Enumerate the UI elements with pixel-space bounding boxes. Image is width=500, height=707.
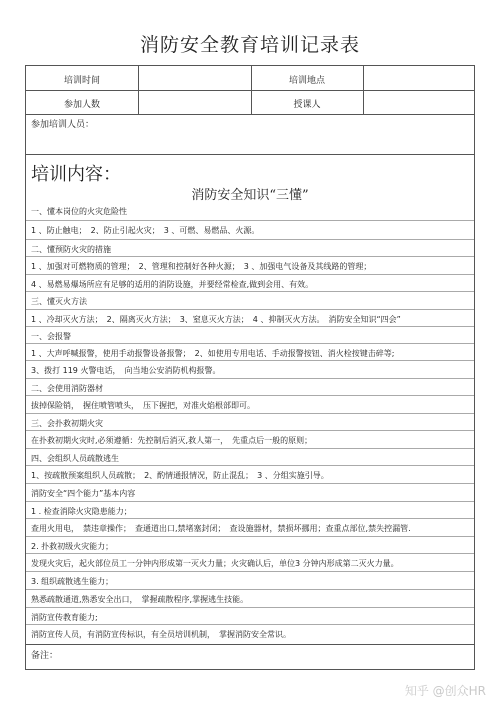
line-divider (26, 465, 474, 466)
content-line: 3、拨打 119 火警电话， 向当地公安消防机构报警。 (31, 366, 221, 375)
content-line: 1、按疏散预案组织人员疏散； 2、酌情通报情况，防止混乱； 3 、分组实施引导。 (31, 471, 329, 480)
line-divider (26, 483, 474, 484)
remarks-label: 备注： (31, 651, 59, 661)
teacher-label: 授课人 (293, 100, 321, 110)
content-line: 三、懂灭火方法 (31, 297, 87, 306)
content-line: 消防安全“四个能力”基本内容 (31, 489, 136, 498)
watermark: 知乎 @创众HR (404, 684, 486, 698)
line-divider (26, 589, 474, 590)
content-line: 在扑救初期火灾时,必须遵循：先控制后消灭,救人第一， 先重点后一般的原则； (31, 436, 313, 445)
line-divider (26, 553, 474, 554)
content-line: 4 、易燃易爆场所应有足够的适用的消防设施，并要经常检查,做到会用、有效。 (31, 280, 314, 289)
line-divider (26, 536, 474, 537)
line-divider (26, 395, 474, 396)
line-divider (26, 518, 474, 519)
line-divider (26, 291, 474, 292)
row-divider (26, 114, 474, 115)
line-divider (26, 501, 474, 502)
col-divider (138, 66, 139, 114)
line-divider (26, 378, 474, 379)
line-divider (26, 256, 474, 257)
content-line: 1 、加强对可燃物质的管理； 2、管理和控制好各种火源； 3 、加强电气设备及其线路的管理； (31, 262, 372, 271)
line-divider (26, 448, 474, 449)
row-divider (26, 644, 474, 645)
content-line: 1 、大声呼喊报警，使用手动报警设备报警； 2、如使用专用电话、手动报警按钮、消火栓按键击碎等; (31, 349, 395, 358)
attendees-label: 参加培训人员： (31, 120, 95, 130)
content-line: 发现火灾后，起火部位员工一分钟内形成第一灭火力量；火灾确认后，单位3 分钟内形成第二灭火力量。 (31, 559, 399, 568)
line-divider (26, 239, 474, 240)
line-divider (26, 220, 474, 221)
content-line: 四、会组织人员疏散逃生 (31, 454, 119, 463)
line-divider (26, 326, 474, 327)
content-line: 2. 扑救初级火灾能力； (31, 542, 114, 551)
content-subtitle: 消防安全知识“三懂” (191, 188, 309, 203)
content-line: 一、会报警 (31, 332, 71, 341)
content-line: 熟悉疏散通道,熟悉安全出口， 掌握疏散程序,掌握逃生技能。 (31, 595, 249, 604)
line-divider (26, 430, 474, 431)
training-time-label: 培训时间 (63, 76, 100, 86)
content-line: 三、会扑救初期火灾 (31, 419, 103, 428)
page-title: 消防安全教育培训记录表 (139, 34, 360, 56)
line-divider (26, 274, 474, 275)
content-line: 3. 组织疏散逃生能力； (31, 577, 114, 586)
content-heading: 培训内容： (31, 164, 121, 185)
line-divider (26, 571, 474, 572)
content-line: 1 、冷却灭火方法； 2、隔离灭火方法； 3、窒息灭火方法； 4 、抑制灭火方法。 消防安全知识“四会” (31, 315, 401, 324)
line-divider (26, 360, 474, 361)
content-line: 二、懂预防火灾的措施 (31, 245, 111, 254)
content-line: 1 . 检查消除火灾隐患能力； (31, 507, 132, 516)
training-place-label: 培训地点 (288, 76, 325, 86)
content-line: 消防宣传人员，有消防宣传标识，有全员培训机制， 掌握消防安全常识。 (31, 630, 291, 639)
line-divider (26, 607, 474, 608)
content-line: 一、懂本岗位的火灾危险性 (31, 207, 127, 216)
line-divider (26, 413, 474, 414)
record-table (25, 65, 475, 670)
content-line: 拔掉保险销， 握住喷管喷头， 压下握把，对准火焰根部即可。 (31, 401, 255, 410)
content-line: 消防宣传教育能力; (31, 613, 98, 622)
line-divider (26, 309, 474, 310)
col-divider (363, 66, 364, 114)
line-divider (26, 624, 474, 625)
row-divider (26, 154, 474, 155)
content-line: 1 、防止触电； 2、防止引起火灾； 3 、可燃、易燃品、火源。 (31, 226, 260, 235)
attendee-count-label: 参加人数 (63, 100, 100, 110)
line-divider (26, 343, 474, 344)
content-line: 二、会使用消防器材 (31, 384, 103, 393)
content-line: 查用火用电， 禁违章操作； 查通道出口,禁堵塞封闭； 查设施器材，禁损坏挪用；查重点部位,禁失控漏管. (31, 524, 411, 533)
row-divider (26, 90, 474, 91)
